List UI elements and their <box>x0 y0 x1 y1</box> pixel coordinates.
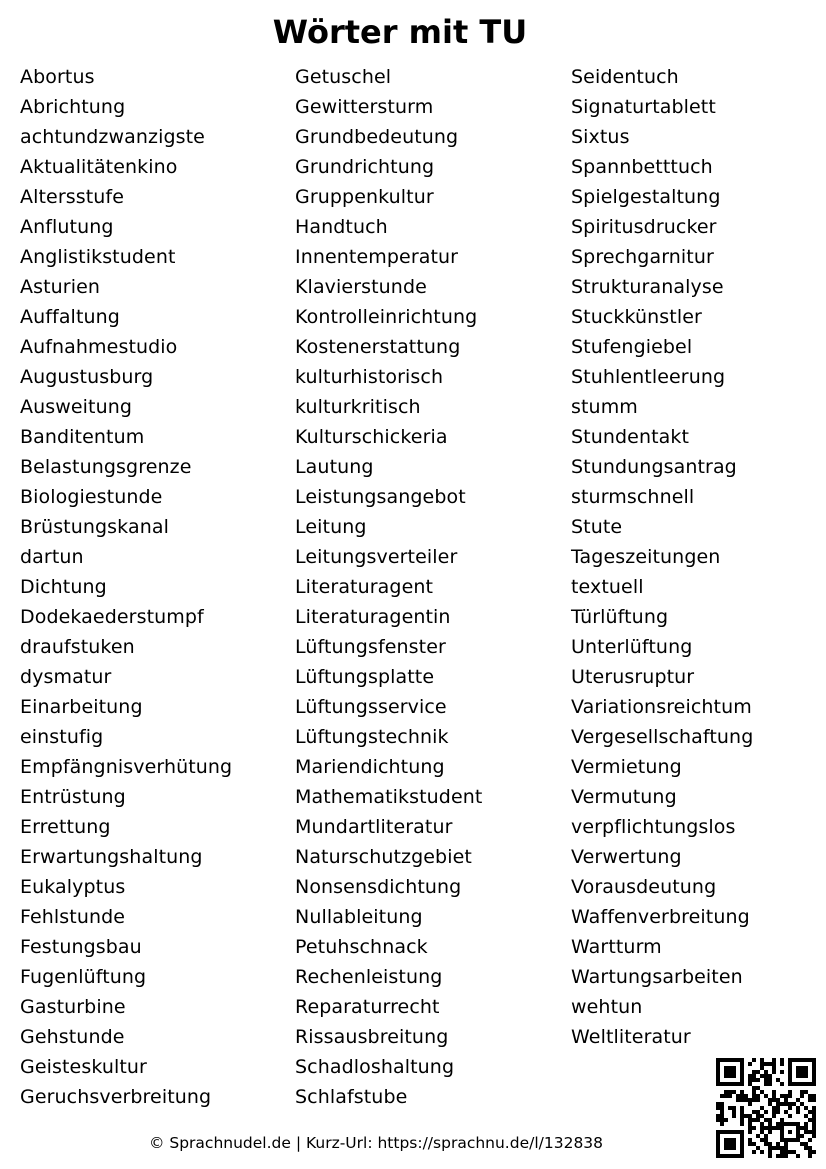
word-item: Augustusburg <box>20 366 154 388</box>
word-column-1 <box>20 62 232 1112</box>
word-item: Spiritusdrucker <box>571 216 717 238</box>
word-item: dysmatur <box>20 666 112 688</box>
word-item: Anglistikstudent <box>20 246 176 268</box>
word-item: Grundbedeutung <box>295 126 459 148</box>
word-item: Stuhlentleerung <box>571 366 726 388</box>
word-item: Stuckkünstler <box>571 306 702 328</box>
word-item: Klavierstunde <box>295 276 427 298</box>
word-item: Festungsbau <box>20 936 142 958</box>
word-item: Unterlüftung <box>571 636 693 658</box>
word-item: Leitungsverteiler <box>295 546 458 568</box>
word-column-3 <box>571 62 753 1052</box>
word-item: Getuschel <box>295 66 392 88</box>
word-item: Brüstungskanal <box>20 516 169 538</box>
qr-code-icon <box>716 1058 816 1158</box>
word-item: textuell <box>571 576 644 598</box>
word-item: Sprechgarnitur <box>571 246 714 268</box>
word-item: Spielgestaltung <box>571 186 721 208</box>
word-item: Fehlstunde <box>20 906 126 928</box>
word-item: Gruppenkultur <box>295 186 434 208</box>
word-item: kulturkritisch <box>295 396 421 418</box>
footer-credit: © Sprachnudel.de | Kurz-Url: https://sprachnu.de/l/132838 <box>148 1134 604 1152</box>
word-item: Lüftungsservice <box>295 696 447 718</box>
word-item: Nullableitung <box>295 906 423 928</box>
word-item: Mundartliteratur <box>295 816 453 838</box>
word-item: Grundrichtung <box>295 156 435 178</box>
word-item: Geruchsverbreitung <box>20 1086 212 1108</box>
page-title: Wörter mit TU <box>272 13 528 51</box>
word-item: Kulturschickeria <box>295 426 448 448</box>
word-item: Stufengiebel <box>571 336 693 358</box>
word-item: Lüftungstechnik <box>295 726 449 748</box>
word-item: achtundzwanzigste <box>20 126 205 148</box>
word-item: Uterusruptur <box>571 666 695 688</box>
word-item: kulturhistorisch <box>295 366 444 388</box>
word-item: Seidentuch <box>571 66 679 88</box>
word-item: Strukturanalyse <box>571 276 724 298</box>
word-item: Kontrolleinrichtung <box>295 306 478 328</box>
word-item: Stute <box>571 516 623 538</box>
word-item: Türlüftung <box>571 606 669 628</box>
word-item: Rissausbreitung <box>295 1026 449 1048</box>
word-item: Petuhschnack <box>295 936 428 958</box>
word-item: Einarbeitung <box>20 696 143 718</box>
word-item: Stundentakt <box>571 426 690 448</box>
word-item: Naturschutzgebiet <box>295 846 472 868</box>
word-column-2 <box>295 62 482 1112</box>
word-item: Waffenverbreitung <box>571 906 750 928</box>
word-item: Wartungsarbeiten <box>571 966 743 988</box>
word-item: Abortus <box>20 66 95 88</box>
word-item: Lüftungsfenster <box>295 636 446 658</box>
word-item: Eukalyptus <box>20 876 126 898</box>
word-item: Vermietung <box>571 756 682 778</box>
word-item: verpflichtungslos <box>571 816 736 838</box>
word-item: draufstuken <box>20 636 135 658</box>
word-item: stumm <box>571 396 638 418</box>
word-item: Belastungsgrenze <box>20 456 192 478</box>
word-item: Tageszeitungen <box>571 546 721 568</box>
word-item: Gewittersturm <box>295 96 434 118</box>
word-item: Anflutung <box>20 216 114 238</box>
word-item: Biologiestunde <box>20 486 163 508</box>
word-item: Schadloshaltung <box>295 1056 455 1078</box>
word-item: einstufig <box>20 726 104 748</box>
word-item: Vorausdeutung <box>571 876 717 898</box>
word-item: Handtuch <box>295 216 388 238</box>
word-item: Lautung <box>295 456 374 478</box>
word-item: Sixtus <box>571 126 630 148</box>
word-item: Wartturm <box>571 936 662 958</box>
word-item: Abrichtung <box>20 96 126 118</box>
word-item: Kostenerstattung <box>295 336 461 358</box>
word-item: Geisteskultur <box>20 1056 147 1078</box>
word-item: Leistungsangebot <box>295 486 466 508</box>
word-item: Vermutung <box>571 786 677 808</box>
word-item: Dodekaederstumpf <box>20 606 204 628</box>
word-item: Mariendichtung <box>295 756 445 778</box>
word-item: dartun <box>20 546 84 568</box>
word-item: Banditentum <box>20 426 145 448</box>
word-item: wehtun <box>571 996 643 1018</box>
word-item: Gasturbine <box>20 996 126 1018</box>
word-item: Rechenleistung <box>295 966 443 988</box>
word-item: Dichtung <box>20 576 107 598</box>
word-item: Literaturagentin <box>295 606 451 628</box>
word-item: Fugenlüftung <box>20 966 147 988</box>
word-item: Lüftungsplatte <box>295 666 435 688</box>
word-item: Vergesellschaftung <box>571 726 754 748</box>
word-item: Ausweitung <box>20 396 133 418</box>
word-item: Aufnahmestudio <box>20 336 178 358</box>
word-item: Mathematikstudent <box>295 786 483 808</box>
word-item: Errettung <box>20 816 111 838</box>
word-item: Spannbetttuch <box>571 156 713 178</box>
word-item: Auffaltung <box>20 306 120 328</box>
word-item: Stundungsantrag <box>571 456 737 478</box>
word-item: Entrüstung <box>20 786 126 808</box>
word-item: Variationsreichtum <box>571 696 752 718</box>
word-item: Erwartungshaltung <box>20 846 203 868</box>
word-item: Signaturtablett <box>571 96 716 118</box>
word-item: Literaturagent <box>295 576 434 598</box>
word-item: Altersstufe <box>20 186 124 208</box>
word-item: Reparaturrecht <box>295 996 440 1018</box>
word-item: Gehstunde <box>20 1026 125 1048</box>
word-item: Leitung <box>295 516 367 538</box>
word-item: Aktualitätenkino <box>20 156 178 178</box>
word-item: Nonsensdichtung <box>295 876 462 898</box>
word-item: Empfängnisverhütung <box>20 756 233 778</box>
word-item: Verwertung <box>571 846 682 868</box>
word-item: Weltliteratur <box>571 1026 691 1048</box>
word-item: Innentemperatur <box>295 246 459 268</box>
word-item: Schlafstube <box>295 1086 408 1108</box>
word-item: Asturien <box>20 276 101 298</box>
word-item: sturmschnell <box>571 486 695 508</box>
